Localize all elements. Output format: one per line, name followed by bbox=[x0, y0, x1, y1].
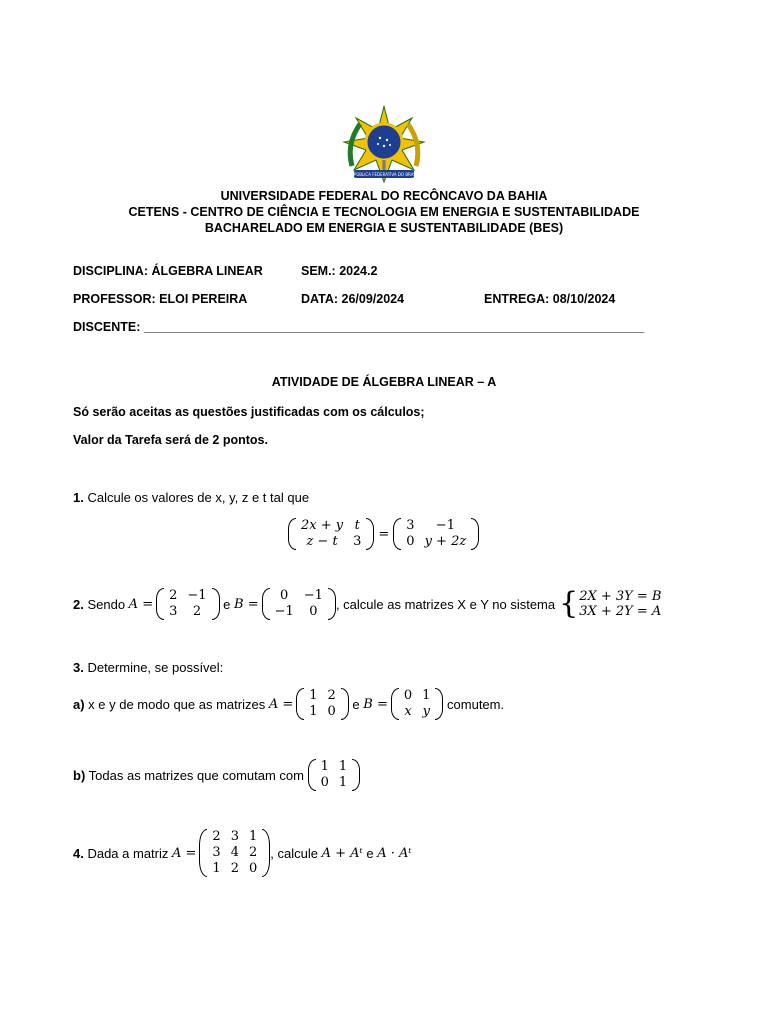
question-4: 4. Dada a matriz A = 2 3 1 3 4 2 1 2 0 , calcule A + Aᵗ e A · Aᵗ bbox=[73, 829, 412, 876]
semester-field: SEM.: 2024.2 bbox=[301, 264, 378, 278]
course-name: BACHARELADO EM ENERGIA E SUSTENTABILIDADE (BES) bbox=[204, 221, 564, 235]
question-3b: b) Todas as matrizes que comutam com 1 1 0 1 bbox=[73, 759, 360, 791]
question-1: 1. Calcule os valores de x, y, z e t tal que bbox=[73, 490, 310, 505]
university-name: UNIVERSIDADE FEDERAL DO RECÔNCAVO DA BAHIA bbox=[220, 189, 548, 203]
matrix-b: 0 −1 −1 0 bbox=[262, 588, 336, 620]
question-3a: a) x e y de modo que as matrizes A = 1 2 1 0 e B = 0 1 x y comutem. bbox=[73, 688, 505, 719]
rule-points: Valor da Tarefa será de 2 pontos. bbox=[73, 433, 268, 447]
professor-field: PROFESSOR: ELOI PEREIRA bbox=[73, 292, 248, 306]
discipline-field: DISCIPLINA: ÁLGEBRA LINEAR bbox=[73, 264, 263, 278]
equation-system: 2X + 3Y = B 3X + 2Y = A bbox=[579, 589, 662, 619]
matrix-b: 0 1 x y bbox=[391, 688, 444, 720]
matrix-a: 2 −1 3 2 bbox=[156, 588, 219, 620]
matrix-left: 2x + y t z − t 3 bbox=[288, 518, 374, 550]
question-1-equation: 2x + y t z − t 3 = 3 −1 0 y + 2z bbox=[288, 518, 479, 550]
brazil-coat-of-arms-icon bbox=[340, 104, 428, 188]
matrix-m: 1 1 0 1 bbox=[308, 759, 361, 791]
due-date-field: ENTREGA: 08/10/2024 bbox=[484, 292, 616, 306]
center-name: CETENS - CENTRO DE CIÊNCIA E TECNOLOGIA EM ENERGIA E SUSTENTABILIDADE bbox=[128, 205, 640, 219]
activity-title: ATIVIDADE DE ÁLGEBRA LINEAR – A bbox=[271, 375, 497, 389]
date-field: DATA: 26/09/2024 bbox=[301, 292, 405, 306]
matrix-a: 1 2 1 0 bbox=[296, 688, 349, 720]
student-field: DISCENTE: ________________________________________________________________________ bbox=[73, 320, 645, 334]
matrix-a-3x3: 2 3 1 3 4 2 1 2 0 bbox=[199, 829, 270, 877]
rule-justification: Só serão aceitas as questões justificadas com os cálculos; bbox=[73, 405, 425, 419]
question-3: 3. Determine, se possível: bbox=[73, 660, 224, 675]
matrix-right: 3 −1 0 y + 2z bbox=[393, 518, 479, 550]
question-2: 2. Sendo A = 2 −1 3 2 e B = 0 −1 −1 0 , calcule as matrizes X e Y no sistema { 2X + 3Y = B 3X + 2Y = A bbox=[73, 586, 662, 621]
svg-text:REPÚBLICA FEDERATIVA DO BRASIL: REPÚBLICA FEDERATIVA DO BRASIL bbox=[348, 172, 420, 177]
